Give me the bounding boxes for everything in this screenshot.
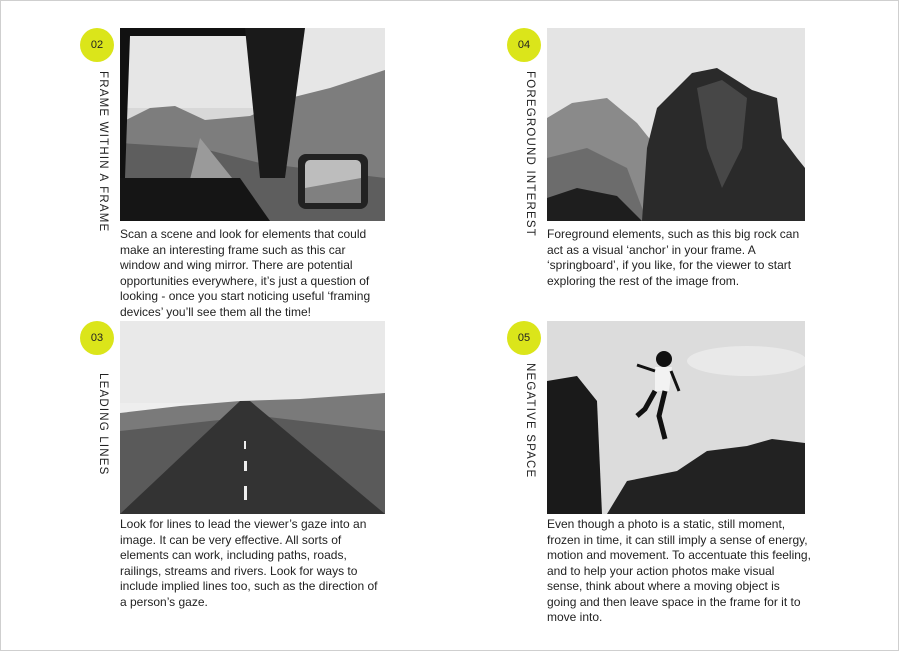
section-title: NEGATIVE SPACE <box>524 363 536 479</box>
section-foreground-interest <box>451 1 899 321</box>
section-leading-lines <box>1 319 451 652</box>
section-description: Foreground elements, such as this big rock can act as a visual ‘anchor’ in your frame. A ‘springboard’, if you like, for the viewer to start exploring the rest of the image from. <box>547 227 800 288</box>
section-number-badge: 04 <box>507 28 541 62</box>
section-description: Look for lines to lead the viewer’s gaze into an image. It can be very effective. All sorts of elements can work, including paths, roads, railings, streams and rivers. Look for ways to include implied lines too, such as the direction of a person’s gaze. <box>120 517 378 609</box>
car-window-photo <box>120 28 385 221</box>
section-title: LEADING LINES <box>97 373 109 476</box>
section-number-badge: 05 <box>507 321 541 355</box>
section-description: Scan a scene and look for elements that could make an interesting frame such as this car window and wing mirror. There are potential opportunities everywhere, it’s just a question of looking - once you start noticing useful ‘framing devices’ you’ll see them all the time! <box>120 227 371 319</box>
big-rock-photo <box>547 28 805 221</box>
section-description: Even though a photo is a static, still moment, frozen in time, it can still imply a sense of energy, motion and movement. To accentuate this feeling, and to help your action photos make visual sense, think about where a moving object is going and then leave space in the frame for it to move into. <box>547 517 811 624</box>
section-title: FRAME WITHIN A FRAME <box>97 71 109 233</box>
jumping-person-photo <box>547 321 805 514</box>
section-number-badge: 02 <box>80 28 114 62</box>
section-frame-within-a-frame <box>1 1 451 321</box>
road-photo <box>120 321 385 514</box>
section-title: FOREGROUND INTEREST <box>524 71 536 237</box>
section-negative-space <box>451 319 899 652</box>
section-number-badge: 03 <box>80 321 114 355</box>
